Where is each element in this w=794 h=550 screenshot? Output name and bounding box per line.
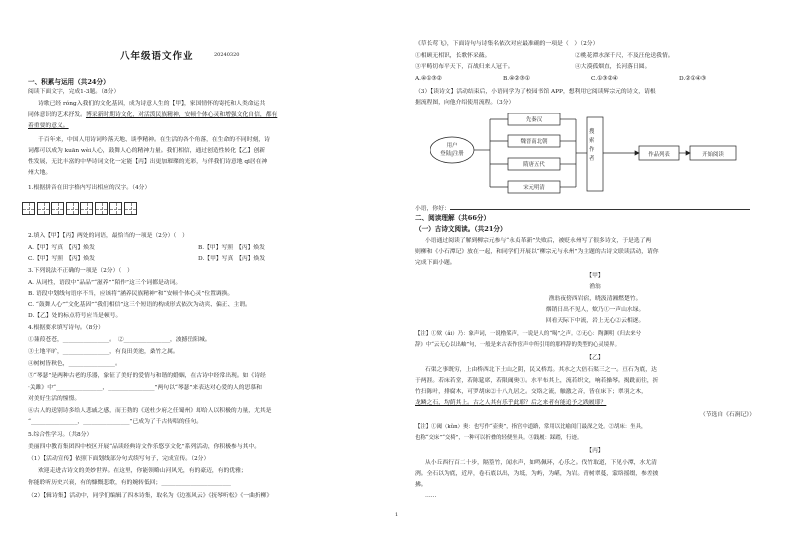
option: ②桃花潭水深千尺，不及汪伦送我情。 xyxy=(575,53,674,59)
passage-line: （2）【辑诗集】活动中，同学们编辑了四本诗集，取名为《边塞风云》《抚琴听松》《一曲折柳》 xyxy=(28,493,273,499)
fill-blank[interactable]: ③土地平旷，________________，有良田美池，桑竹之属。 xyxy=(28,349,179,355)
dynasty-label: 隋唐五代 xyxy=(523,162,545,168)
text-label-bing: 【丙】 xyxy=(586,448,604,454)
start-reading-label: 开始阅读 xyxy=(702,152,724,158)
option: ①相顾无相识，长歌怀采薇。 xyxy=(415,53,491,59)
passage-line: 洌。全石以为底，近岸，卷石底以出，为坻，为屿，为嵁，为岩。青树翠蔓，蒙络摇缀，参差披 xyxy=(415,471,659,477)
poem-line: 烟销日出不见人，欸乃①一声山水绿。 xyxy=(545,307,645,313)
passage-line: 石渠之事既穷，上由桥西北下土山之阴，民又桥焉。其水之大倍石渠三之一。亘石为底，达 xyxy=(425,367,657,373)
option[interactable]: C.【甲】写照 【丙】焕发 xyxy=(28,256,95,262)
page-date: 20240320 xyxy=(214,52,240,58)
option[interactable]: D.②①④③ xyxy=(679,76,707,82)
annotation: 【注】①阈（kǔn）奥：也写作“壶奥”，指宫中道路，常用以比喻闺门最深之处。②胡床：坐具， xyxy=(415,424,647,430)
passage-line: 小语通过阅读了解到柳宗元参与“永贞革新”失败后，被贬永州写了很多诗文，于是选了两 xyxy=(425,238,652,244)
passage-line: 龙鳞之石，均荫其上。古之人其有乐乎此耶？后之来者有能追予之践履耶？ xyxy=(415,400,607,406)
passage-line: 词都可以成为 kuān wèi人心，鼓舞人心的精神力量。我们相信，通过创造性转化【乙】创新 xyxy=(28,148,266,154)
passage-line: 诗歌已经 rónɡ入我们的文化基因，成为诗意人生的【甲】，家国情怀的寄托和人类命运共 xyxy=(38,101,266,107)
left-column-lower xyxy=(28,0,388,550)
page-title: 八年级语文作业 xyxy=(120,51,194,62)
fill-blank[interactable]: ·关雎》中“________________，________________”两句以“琴瑟”来表达对心爱的人的思慕和 xyxy=(28,385,262,391)
passage-line: 则柳和《小石潭记》放在一起，和同学们开展以“柳宗元与永州”为主题的古诗文联读活动，请你 xyxy=(415,249,659,255)
instruction: 阅读下面文字，完成1-3题。（8分） xyxy=(28,89,120,95)
page-number: 1 xyxy=(395,512,399,518)
source-note: （节选自《石涧记》） xyxy=(699,412,755,418)
passage-line: 性发展，无比丰富的中华诗词文化一定能【丙】出更加璀璨的光彩，与伴我们诗意地 qī居在神 xyxy=(28,159,268,165)
answer-options xyxy=(28,255,388,264)
option: ④大漠孤烟直，长河落日圆。 xyxy=(575,64,651,70)
question: 4.根据要求填写诗句。（8分） xyxy=(28,325,104,331)
option[interactable]: C. “鼓舞人心”“文化基因”“我们相信”这三个短语的构成形式依次为动宾、偏正、主谓。 xyxy=(28,302,251,308)
fill-blank[interactable]: ①蒹葭苍苍，________________。 ②________________，波撼岳阳城。 xyxy=(28,337,211,343)
section-heading: 二、阅读理解（共66分） xyxy=(415,214,491,222)
option[interactable]: D.【甲】写真 【丙】焕发 xyxy=(198,256,266,262)
option[interactable]: B.【甲】写照 【丙】焕发 xyxy=(198,245,265,251)
question: 1.根据拼音在田字格内写出相应的汉字。（4分） xyxy=(28,185,151,191)
question: 3.下列说法不正确的一项是（2分）（ ） xyxy=(28,268,133,274)
passage-line: 从小丘西行百二十步，隔篁竹，闻水声，如鸣佩环，心乐之。伐竹取道，下见小潭，水尤清 xyxy=(425,460,657,466)
option[interactable]: B. 语段中划线句语序不当，应该将“涵养民族精神”和“安顿个体心灵”位置调换。 xyxy=(28,291,234,297)
passage-line: 拂。 xyxy=(415,482,427,488)
poem-title: 渔翁 xyxy=(589,284,601,290)
passage-line: 于两涯。若床若堂，若陈筵席，若限阈奥①。水平布其上，流若织文，响若操琴。揭跣而往，折 xyxy=(415,378,659,384)
annotation: 也称“交床”“交椅”，一种可以折叠的轻便坐具。③践履：踩踏，行迹。 xyxy=(415,435,583,441)
section-heading: 一、积累与运用（共24分） xyxy=(28,78,110,86)
passage-line: 欢迎走进古诗文的美妙世界。在这里，你能领略山河风光，有的豪迈，有的优雅； xyxy=(38,468,247,474)
passage-line: 着重要的意义。 xyxy=(28,123,69,129)
passage-line: 竹扫陈叶，排腐木，可罗胡床②十八九居之。交络之流，触激之音，皆在床下；翠羽之木， xyxy=(415,389,647,395)
question: 据流程图，向他介绍使用流程。（3分） xyxy=(415,100,515,106)
option[interactable]: D.【乙】处的标点符号应当是顿号。 xyxy=(28,313,122,319)
ellipsis: …… xyxy=(425,493,437,499)
underlined-sentence: 博采新时期诗文化，对活泼民族精神，安顿个体心灵和增强文化自信，都有 xyxy=(85,112,278,118)
question: 2.填入【甲】【丙】两处的词语，最恰当的一项是（2分）（ ） xyxy=(28,233,188,239)
passage-line: 同体意识的艺术抒发。博采新时期诗文化，对活泼民族精神，安顿个体心灵和增强文化自信，都有 xyxy=(28,112,278,118)
poem-line: 回看天际下中流，岩上无心②云相逐。 xyxy=(545,318,645,324)
passage-line: 美丽四中教育集团四中校区开展“品读经典诗文作乐悠享文化”系列活动，你积极参与其中。 xyxy=(28,444,261,450)
user-login-label: 用户 登陆|注册 xyxy=(440,143,464,157)
poem-line: 渔翁夜傍西岩宿，晓汲清湘燃楚竹。 xyxy=(548,296,642,302)
fill-blank[interactable]: 你能聆听历史兴衰，有的慷慨悲歌，有的婉转低回；________________________ xyxy=(28,480,231,486)
passage-line: ⑤“琴瑟”是两种古老的乐器，象征了美好的爱情与和谐的婚姻，在古诗中经常出现。如《诗经 xyxy=(28,373,266,379)
passage-line: 完成下面小题。 xyxy=(415,260,456,266)
fill-blank[interactable]: ④树树皆秋色，________________。 xyxy=(28,361,121,367)
question: （1）【活动宣传】依照下面划线部分句式续写句子，完成宣传。（2分） xyxy=(28,456,210,462)
text-label-yi: 【乙】 xyxy=(586,355,604,361)
passage-line: 州大地。 xyxy=(28,170,52,176)
subsection-heading: （一）古诗文阅读。（共21分） xyxy=(415,225,507,233)
question: （3）【读诗文】活动结束后，小语同学为了校园书馆 APP，想利用它阅读辉宗元的诗文，请根 xyxy=(415,89,656,95)
text-label-jia: 【甲】 xyxy=(586,273,604,279)
option[interactable]: A. 从词性，语段中“品品”“滋养”“陌作”这三个词都是动词。 xyxy=(28,280,182,286)
annotation: 【注】①欸（ǎi）乃：象声词，一说橹桨声，一说是人的“喝”之声。②无心：陶渊明《归去来兮 xyxy=(415,331,642,337)
passage-line: 千百年来，中国人用诗词吟落天地、谈季精神。在生活的各个角落，在生命的不同时刻，诗 xyxy=(38,137,270,143)
option[interactable]: B.④②③① xyxy=(503,76,530,82)
answer-options xyxy=(28,244,388,253)
option[interactable]: C.①③②④ xyxy=(591,76,618,82)
question: 《草长莺飞》，下面诗句与诗集名依次对应最准确的一项是（ ）（2分） xyxy=(415,41,599,47)
answer-line[interactable]: 小语，你好： xyxy=(415,203,775,214)
dynasty-label: 魏晋南北朝 xyxy=(520,139,548,145)
option[interactable]: A.【甲】写真 【丙】焕发 xyxy=(28,245,95,251)
right-column-lower xyxy=(415,0,775,550)
dynasty-label: 先秦汉 xyxy=(525,117,543,123)
dynasty-label: 宋元明清 xyxy=(523,185,545,191)
option[interactable]: A.④①③② xyxy=(415,76,442,82)
passage-line: ⑥古人的送别诗多给人悲戚之感，而王勃的《送杜少府之任蜀州》却给人以积极的力量，尤其是 xyxy=(28,408,272,414)
option: ③平畴切布平天下，百战归来人冠千。 xyxy=(415,64,514,70)
fill-blank[interactable]: “________________，________________”已成为了千古传唱的佳句。 xyxy=(28,419,203,425)
passage-line: 对美好生活的憧憬。 xyxy=(28,396,81,402)
search-author-label: 搜索作者 xyxy=(589,129,595,162)
question: 5.综合性学习。（共8分） xyxy=(28,432,93,438)
works-list-label: 作品列表 xyxy=(648,152,670,158)
annotation: 辞》中“云无心以出岫”句，一般是来古表作宦声中所引用的那样辞的类型的心灵境界。 xyxy=(415,342,620,348)
